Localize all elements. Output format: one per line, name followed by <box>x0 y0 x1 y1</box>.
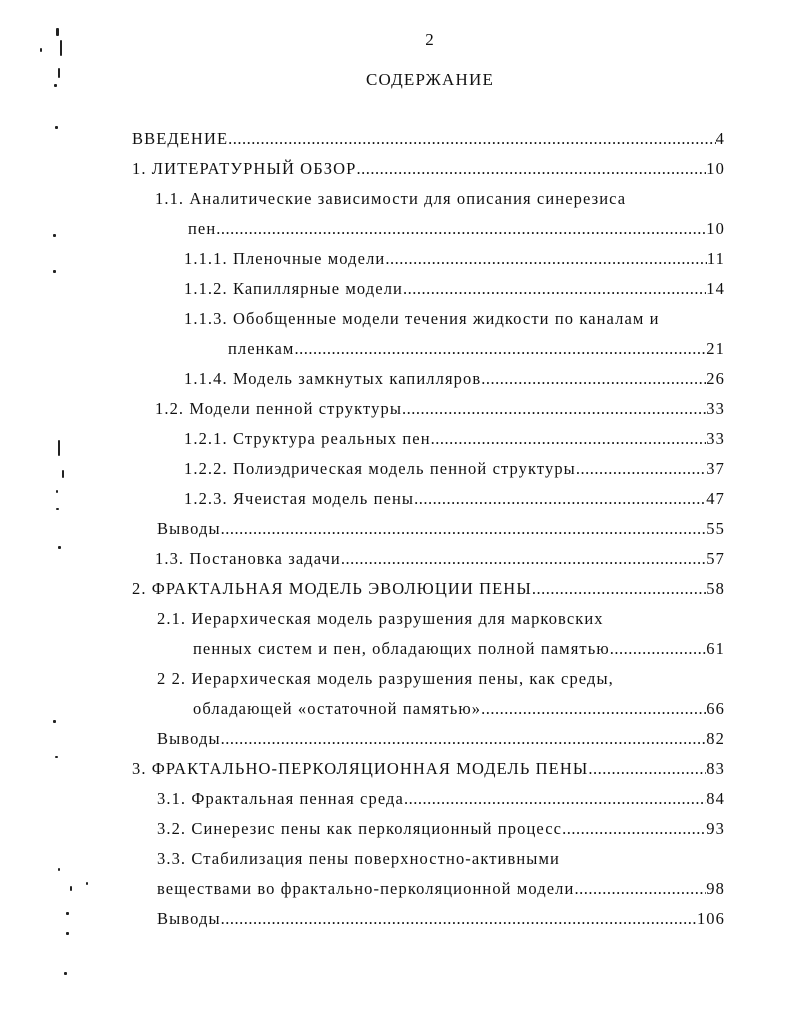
scan-speck <box>56 490 58 493</box>
toc-entry-text: 1.1.1. Пленочные модели <box>184 249 386 268</box>
scan-speck <box>56 28 59 36</box>
toc-entry-text: 1.3. Постановка задачи <box>155 549 341 568</box>
document-title: СОДЕРЖАНИЕ <box>365 70 495 89</box>
toc-dot-leader <box>228 128 716 150</box>
toc-dot-leader <box>221 728 707 750</box>
toc-entry-chapter-2 <box>132 578 725 600</box>
toc-entry-page: 106 <box>696 909 725 928</box>
toc-entry-text: Выводы <box>157 729 221 748</box>
toc-entry-page: 10 <box>706 219 725 238</box>
toc-entry-conclusions-3 <box>157 908 725 930</box>
scan-speck <box>62 470 64 478</box>
toc-entry-text: 2.1. Иерархическая модель разрушения для марковских <box>157 609 604 628</box>
scan-speck <box>54 84 57 87</box>
toc-entry-1-1-line1 <box>155 188 725 210</box>
toc-entry-text: 1.1.2. Капиллярные модели <box>184 279 403 298</box>
toc-dot-leader <box>402 398 706 420</box>
scan-speck <box>53 234 56 237</box>
toc-dot-leader <box>403 278 706 300</box>
scan-speck <box>70 886 72 891</box>
toc-entry-text: 1.2.2. Полиэдрическая модель пенной структуры <box>184 459 576 478</box>
toc-dot-leader <box>481 698 706 720</box>
toc-entry-1-1-3-line1 <box>184 308 725 330</box>
toc-dot-leader <box>356 158 706 180</box>
toc-entry-page: 14 <box>706 279 725 298</box>
toc-entry-text: 2. ФРАКТАЛЬНАЯ МОДЕЛЬ ЭВОЛЮЦИИ ПЕНЫ <box>132 579 532 598</box>
toc-dot-leader <box>574 878 706 900</box>
toc-entry-3-3-line1 <box>157 848 725 870</box>
toc-dot-leader <box>385 248 707 270</box>
toc-entry-text: 3.1. Фрактальная пенная среда <box>157 789 404 808</box>
toc-entry-1-3 <box>155 548 725 570</box>
toc-entry-text: Выводы <box>157 519 221 538</box>
scan-speck <box>58 440 60 456</box>
scan-speck <box>56 508 59 510</box>
toc-dot-leader <box>216 218 706 240</box>
toc-entry-3-3-line2 <box>157 878 725 900</box>
toc-entry-text: 3.3. Стабилизация пены поверхностно-активными <box>157 849 560 868</box>
toc-entry-conclusions-1 <box>157 518 725 540</box>
toc-entry-text: 1.2.3. Ячеистая модель пены <box>184 489 415 508</box>
scan-speck <box>55 756 58 758</box>
toc-entry-page: 33 <box>706 429 725 448</box>
toc-dot-leader <box>576 458 706 480</box>
scan-speck <box>58 546 61 549</box>
toc-entry-1-2 <box>155 398 725 420</box>
toc-entry-2-2-line2 <box>193 698 725 720</box>
toc-entry-1-1-4 <box>184 368 725 390</box>
toc-entry-page: 82 <box>706 729 725 748</box>
toc-entry-text: 2 2. Иерархическая модель разрушения пены, как среды, <box>157 669 614 688</box>
toc-entry-text: веществами во фрактально-перколяционной модели <box>157 879 575 898</box>
toc-entry-chapter-3 <box>132 758 725 780</box>
scan-speck <box>60 40 62 56</box>
toc-dot-leader <box>431 428 707 450</box>
toc-entry-chapter-1 <box>132 158 725 180</box>
toc-entry-page: 55 <box>706 519 725 538</box>
toc-entry-text: обладающей «остаточной памятью» <box>193 699 482 718</box>
toc-dot-leader <box>404 788 706 810</box>
toc-entry-1-2-3 <box>184 488 725 510</box>
scan-speck <box>53 270 56 273</box>
toc-entry-1-1-2 <box>184 278 725 300</box>
toc-entry-page: 83 <box>706 759 725 778</box>
toc-entry-page: 84 <box>706 789 725 808</box>
scan-speck <box>86 882 88 885</box>
scan-speck <box>64 972 67 975</box>
toc-entry-1-1-line2 <box>188 218 725 240</box>
scan-speck <box>58 68 60 78</box>
toc-dot-leader <box>221 518 707 540</box>
toc-entry-introduction <box>132 128 725 150</box>
toc-entry-conclusions-2 <box>157 728 725 750</box>
toc-dot-leader <box>294 338 706 360</box>
toc-entry-2-2-line1 <box>157 668 725 690</box>
scan-speck <box>66 912 69 915</box>
toc-entry-text: 1.1. Аналитические зависимости для описания синерезиса <box>155 189 627 208</box>
toc-dot-leader <box>562 818 706 840</box>
toc-entry-1-2-1 <box>184 428 725 450</box>
toc-entry-text: пенных систем и пен, обладающих полной памятью <box>193 639 610 658</box>
scan-speck <box>55 126 58 129</box>
toc-entry-text: 1.1.3. Обобщенные модели течения жидкости по каналам и <box>184 309 660 328</box>
toc-entry-page: 4 <box>715 129 725 148</box>
toc-dot-leader <box>481 368 706 390</box>
toc-dot-leader <box>221 908 697 930</box>
toc-entry-page: 26 <box>706 369 725 388</box>
toc-entry-text: 1. ЛИТЕРАТУРНЫЙ ОБЗОР <box>132 159 357 178</box>
toc-entry-page: 47 <box>706 489 725 508</box>
toc-entry-page: 66 <box>706 699 725 718</box>
toc-entry-text: 1.2.1. Структура реальных пен <box>184 429 431 448</box>
toc-entry-3-2 <box>157 818 725 840</box>
toc-entry-3-1 <box>157 788 725 810</box>
toc-entry-text: 1.2. Модели пенной структуры <box>155 399 403 418</box>
toc-entry-page: 11 <box>706 249 725 268</box>
page-number: 2 <box>425 30 435 49</box>
toc-entry-1-2-2 <box>184 458 725 480</box>
toc-entry-text: пленкам <box>228 339 295 358</box>
toc-entry-page: 93 <box>706 819 725 838</box>
toc-entry-page: 10 <box>706 159 725 178</box>
toc-entry-2-1-line2 <box>193 638 725 660</box>
toc-entry-text: 3.2. Синерезис пены как перколяционный процесс <box>157 819 563 838</box>
toc-entry-1-1-1 <box>184 248 725 270</box>
toc-entry-page: 61 <box>706 639 725 658</box>
toc-entry-text: 1.1.4. Модель замкнутых капилляров <box>184 369 482 388</box>
scan-speck <box>66 932 69 935</box>
toc-dot-leader <box>610 638 707 660</box>
scan-speck <box>40 48 42 52</box>
toc-entry-1-1-3-line2 <box>228 338 725 360</box>
toc-dot-leader <box>341 548 706 570</box>
toc-dot-leader <box>588 758 706 780</box>
scan-speck <box>58 868 60 871</box>
toc-entry-page: 21 <box>706 339 725 358</box>
toc-dot-leader <box>414 488 706 510</box>
toc-entry-text: 3. ФРАКТАЛЬНО-ПЕРКОЛЯЦИОННАЯ МОДЕЛЬ ПЕНЫ <box>132 759 589 778</box>
toc-dot-leader <box>532 578 706 600</box>
scan-speck <box>53 720 56 723</box>
toc-entry-text: Выводы <box>157 909 221 928</box>
toc-entry-page: 58 <box>706 579 725 598</box>
toc-entry-page: 98 <box>706 879 725 898</box>
toc-entry-text: ВВЕДЕНИЕ <box>132 129 229 148</box>
toc-entry-page: 33 <box>706 399 725 418</box>
toc-entry-page: 57 <box>706 549 725 568</box>
toc-entry-2-1-line1 <box>157 608 725 630</box>
toc-entry-page: 37 <box>706 459 725 478</box>
toc-entry-text: пен <box>188 219 217 238</box>
